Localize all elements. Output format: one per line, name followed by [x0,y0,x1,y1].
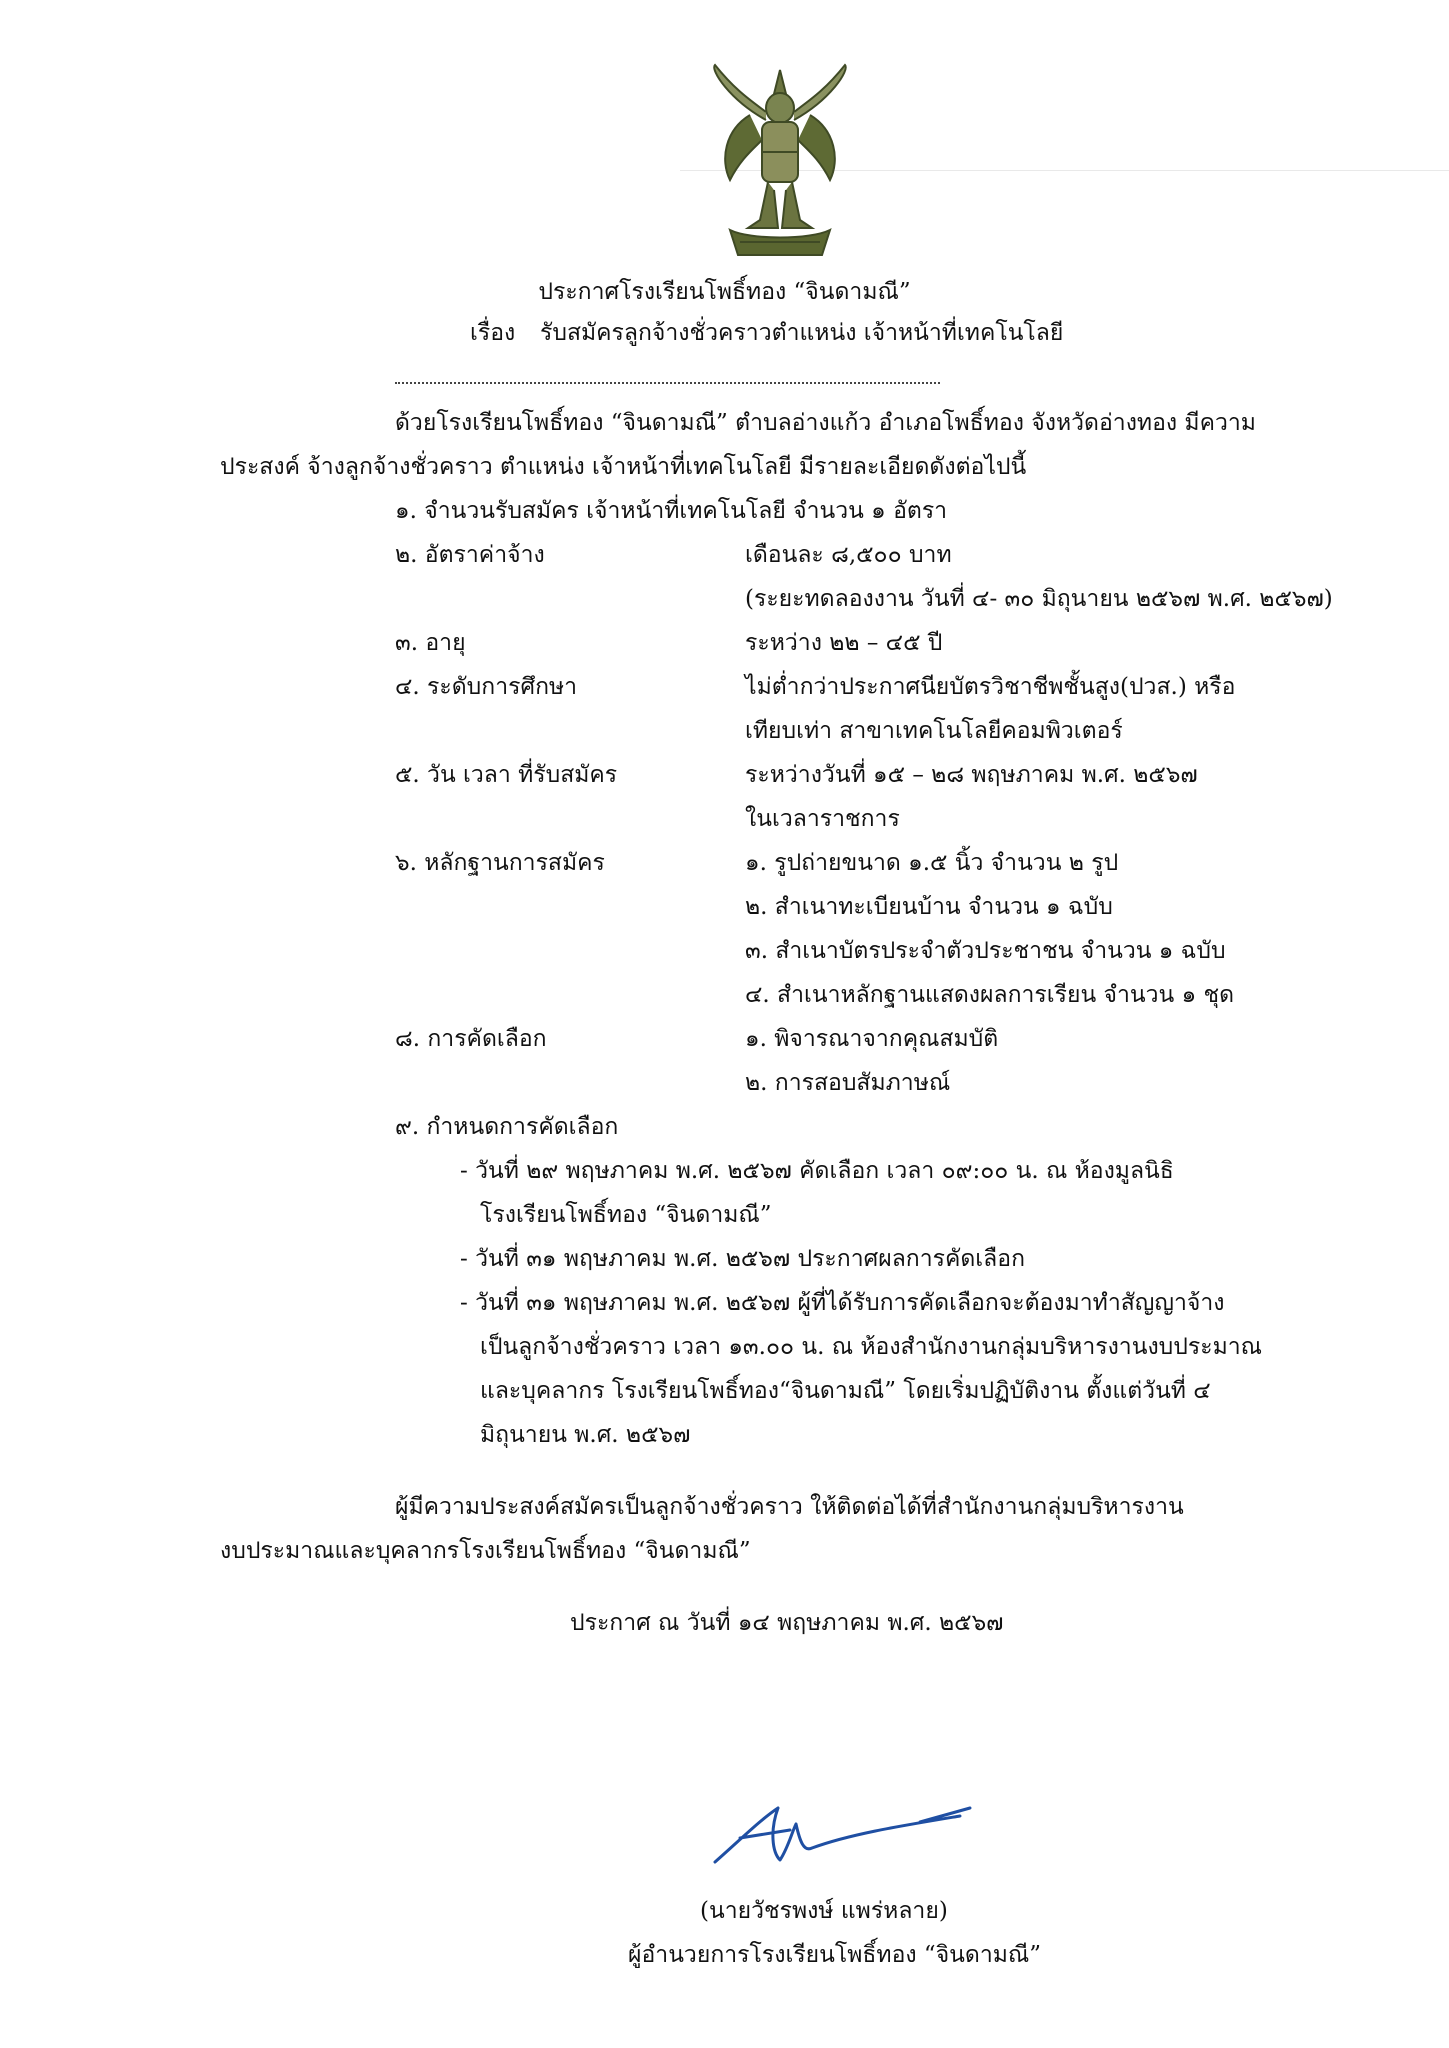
intro-line-2: ประสงค์ จ้างลูกจ้างชั่วคราว ตำแหน่ง เจ้าหน้าที่เทคโนโลยี มีรายละเอียดดังต่อไปนี้ [220,454,1027,480]
item-1: ๑. จำนวนรับสมัคร เจ้าหน้าที่เทคโนโลยี จำนวน ๑ อัตรา [395,498,948,524]
schedule-3c: และบุคลากร โรงเรียนโพธิ์ทอง“จินดามณี” โดยเริ่มปฏิบัติงาน ตั้งแต่วันที่ ๔ [480,1378,1211,1404]
item-6-value-1: ๑. รูปถ่ายขนาด ๑.๕ นิ้ว จำนวน ๒ รูป [745,850,1119,876]
schedule-3b: เป็นลูกจ้างชั่วคราว เวลา ๑๓.๐๐ น. ณ ห้องสำนักงานกลุ่มบริหารงานงบประมาณ [480,1334,1262,1360]
closing-line-2: งบประมาณและบุคลากรโรงเรียนโพธิ์ทอง “จินดามณี” [220,1538,751,1564]
closing-line-1: ผู้มีความประสงค์สมัครเป็นลูกจ้างชั่วคราว ให้ติดต่อได้ที่สำนักงานกลุ่มบริหารงาน [395,1494,1184,1520]
signatory-position: ผู้อำนวยการโรงเรียนโพธิ์ทอง “จินดามณี” [628,1942,1042,1968]
schedule-1a: - วันที่ ๒๙ พฤษภาคม พ.ศ. ๒๕๖๗ คัดเลือก เวลา ๐๙:๐๐ น. ณ ห้องมูลนิธิ [460,1158,1174,1184]
item-9-label: ๙. กำหนดการคัดเลือก [395,1114,619,1140]
announcement-date: ประกาศ ณ วันที่ ๑๔ พฤษภาคม พ.ศ. ๒๕๖๗ [570,1610,1004,1636]
item-3-label: ๓. อายุ [395,630,466,656]
item-4-value-2: เทียบเท่า สาขาเทคโนโลยีคอมพิวเตอร์ [745,718,1123,744]
item-4-value-1: ไม่ต่ำกว่าประกาศนียบัตรวิชาชีพชั้นสูง(ปวส.) หรือ [745,674,1236,700]
schedule-3d: มิถุนายน พ.ศ. ๒๕๖๗ [480,1422,691,1448]
item-6-value-4: ๔. สำเนาหลักฐานแสดงผลการเรียน จำนวน ๑ ชุด [745,982,1235,1008]
item-6-value-2: ๒. สำเนาทะเบียนบ้าน จำนวน ๑ ฉบับ [745,894,1113,920]
subject-text: รับสมัครลูกจ้างชั่วคราวตำแหน่ง เจ้าหน้าที่เทคโนโลยี [540,320,1064,346]
item-8-value-1: ๑. พิจารณาจากคุณสมบัติ [745,1026,999,1052]
item-5-value-2: ในเวลาราชการ [745,806,900,832]
item-3-value: ระหว่าง ๒๒ – ๔๕ ปี [745,630,943,656]
item-8-value-2: ๒. การสอบสัมภาษณ์ [745,1070,951,1096]
garuda-emblem-icon [690,60,870,260]
intro-line-1: ด้วยโรงเรียนโพธิ์ทอง “จินดามณี” ตำบลอ่างแก้ว อำเภอโพธิ์ทอง จังหวัดอ่างทอง มีความ [395,410,1256,436]
schedule-1b: โรงเรียนโพธิ์ทอง “จินดามณี” [480,1202,772,1228]
item-8-label: ๘. การคัดเลือก [395,1026,547,1052]
dotted-separator [395,382,940,384]
item-5-value-1: ระหว่างวันที่ ๑๕ – ๒๘ พฤษภาคม พ.ศ. ๒๕๖๗ [745,762,1198,788]
item-4-label: ๔. ระดับการศึกษา [395,674,578,700]
item-2-note: (ระยะทดลองงาน วันที่ ๔- ๓๐ มิถุนายน ๒๕๖๗ พ.ศ. ๒๕๖๗) [745,586,1333,612]
signature-mark [700,1790,1000,1880]
item-2-value: เดือนละ ๘,๕๐๐ บาท [745,542,952,568]
schedule-2: - วันที่ ๓๑ พฤษภาคม พ.ศ. ๒๕๖๗ ประกาศผลการคัดเลือก [460,1246,1026,1272]
signatory-name: (นายวัชรพงษ์ แพร่หลาย) [700,1898,948,1924]
subject-label: เรื่อง [470,320,516,346]
item-6-label: ๖. หลักฐานการสมัคร [395,850,605,876]
item-6-value-3: ๓. สำเนาบัตรประจำตัวประชาชน จำนวน ๑ ฉบับ [745,938,1226,964]
schedule-3a: - วันที่ ๓๑ พฤษภาคม พ.ศ. ๒๕๖๗ ผู้ที่ได้รับการคัดเลือกจะต้องมาทำสัญญาจ้าง [460,1290,1225,1316]
item-2-label: ๒. อัตราค่าจ้าง [395,542,545,568]
item-5-label: ๕. วัน เวลา ที่รับสมัคร [395,762,618,788]
page-title: ประกาศโรงเรียนโพธิ์ทอง “จินดามณี” [538,279,911,305]
